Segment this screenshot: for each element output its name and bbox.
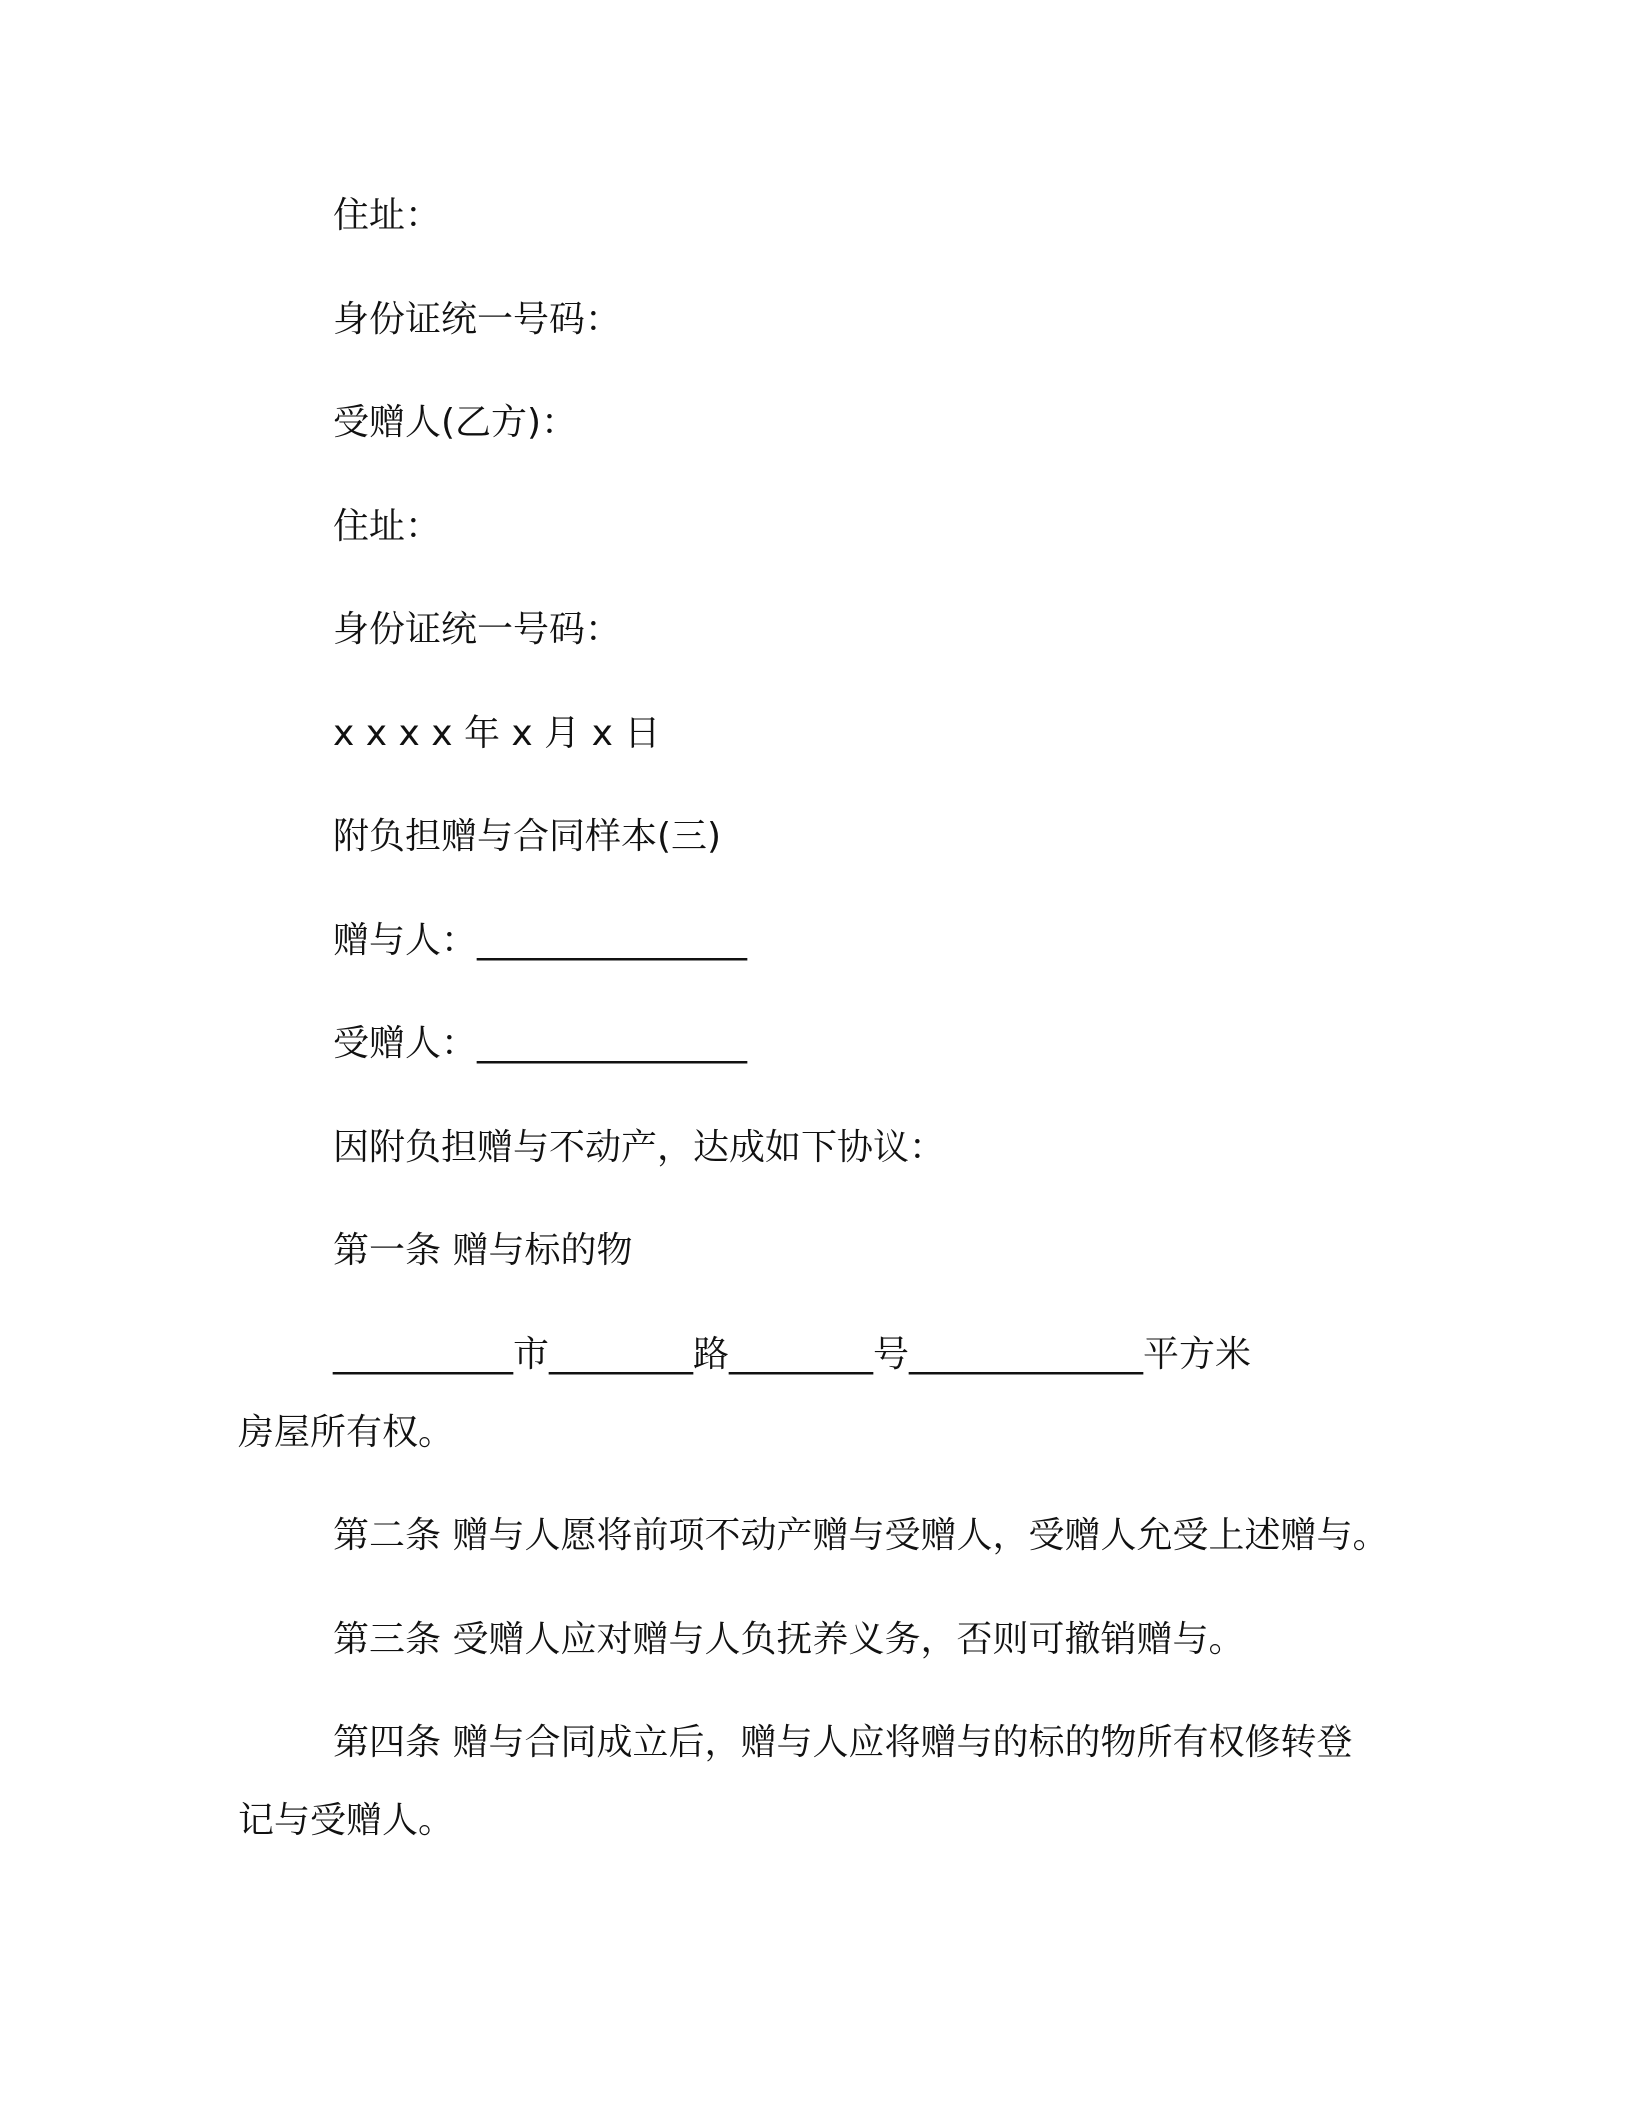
donee-party-b-label: 受赠人(乙方)：	[333, 402, 578, 443]
property-location-line: __________市________路________号_____________平方米	[333, 1334, 1252, 1375]
donee-line: 受赠人：_______________	[333, 1023, 748, 1064]
section-title: 附负担赠与合同样本(三)	[333, 816, 722, 857]
date-line: x x x x 年 x 月 x 日	[333, 713, 661, 754]
donee-id-label: 身份证统一号码：	[333, 609, 622, 650]
article-2: 第二条 赠与人愿将前项不动产赠与受赠人，受赠人允受上述赠与。	[333, 1515, 1389, 1556]
donor-id-label: 身份证统一号码：	[333, 299, 622, 340]
article-3: 第三条 受赠人应对赠与人负抚养义务，否则可撤销赠与。	[333, 1619, 1245, 1660]
article-4-continued: 记与受赠人。	[238, 1800, 455, 1841]
donee-address-label: 住址：	[333, 506, 442, 547]
donor-line: 赠与人：_______________	[333, 920, 748, 961]
donor-address-label: 住址：	[333, 195, 442, 236]
agreement-intro: 因附负担赠与不动产，达成如下协议：	[333, 1127, 946, 1168]
property-ownership-line: 房屋所有权。	[238, 1412, 455, 1453]
article-1-heading: 第一条 赠与标的物	[333, 1230, 633, 1271]
article-4: 第四条 赠与合同成立后，赠与人应将赠与的标的物所有权修转登	[333, 1722, 1353, 1763]
